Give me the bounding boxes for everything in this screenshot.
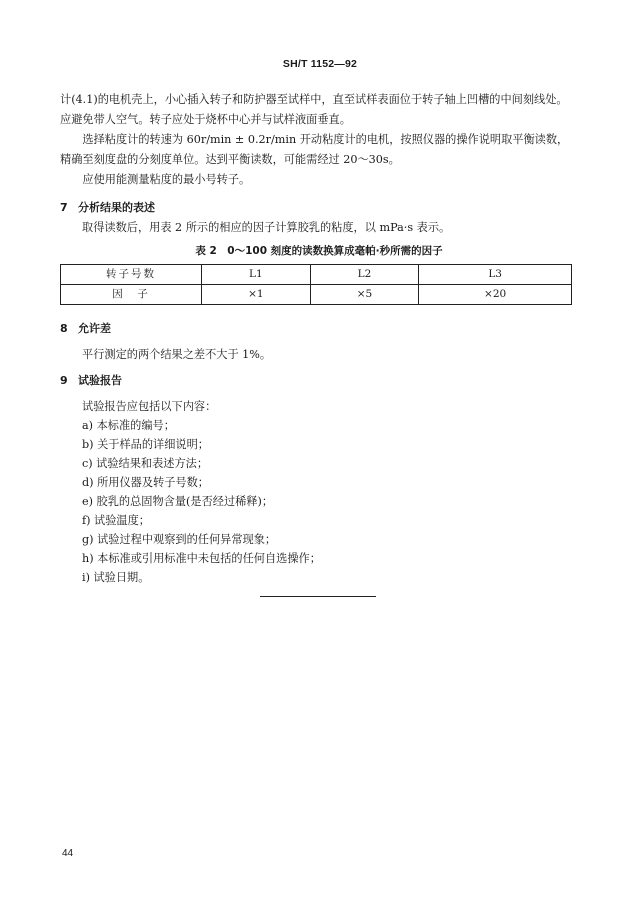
section-number: 9	[60, 374, 68, 387]
intro-paragraph-3: 应使用能测量粘度的最小号转子。	[82, 173, 251, 186]
table-caption: 表 2 0～100 刻度的读数换算成毫帕·秒所需的因子	[195, 245, 443, 257]
section-number: 7	[60, 201, 68, 214]
table-cell: 转子号数	[61, 265, 202, 285]
section-title: 分析结果的表述	[78, 201, 155, 214]
section-title: 试验报告	[78, 374, 122, 387]
list-item: f) 试验温度；	[82, 514, 150, 527]
section-7-text: 取得读数后，用表 2 所示的相应的因子计算胶乳的粘度，以 mPa·s 表示。	[82, 221, 451, 234]
table-cell: L3	[419, 265, 572, 285]
list-item: b) 关于样品的详细说明；	[82, 438, 209, 451]
factor-table	[60, 264, 572, 305]
end-rule	[260, 596, 376, 597]
table-row	[61, 285, 572, 305]
document-body	[60, 90, 578, 587]
list-item: g) 试验过程中观察到的任何异常现象；	[82, 533, 277, 546]
list-item: h) 本标准或引用标准中未包括的任何自选操作；	[82, 552, 321, 565]
list-item: d) 所用仪器及转子号数；	[82, 476, 209, 489]
section-8-text: 平行测定的两个结果之差不大于 1%。	[82, 348, 272, 361]
page-header: SH/T 1152—92	[282, 58, 358, 70]
section-8-heading	[60, 319, 578, 339]
list-item: c) 试验结果和表述方法；	[82, 457, 209, 470]
table-row	[61, 265, 572, 285]
page-number: 44	[62, 848, 74, 859]
section-7-heading	[60, 198, 578, 218]
table-cell: ×1	[202, 285, 311, 305]
intro-paragraph-2: 选择粘度计的转速为 60r/min ± 0.2r/min 开动粘度计的电机，按照仪器的操作说明取平衡读数，精确至刻度盘的分刻度单位。达到平衡读数，可能需经过 20～30s。	[60, 133, 569, 166]
section-title: 允许差	[78, 322, 111, 335]
list-item: a) 本标准的编号；	[82, 419, 175, 432]
list-item: e) 胶乳的总固物含量(是否经过稀释)；	[82, 495, 274, 508]
list-item: i) 试验日期。	[82, 571, 150, 584]
list-intro: 试验报告应包括以下内容：	[82, 400, 217, 413]
section-9-heading	[60, 371, 578, 391]
report-items-list	[60, 397, 578, 587]
table-cell: L1	[202, 265, 311, 285]
table-cell: ×5	[310, 285, 419, 305]
section-number: 8	[60, 322, 68, 335]
table-cell: 因 子	[61, 285, 202, 305]
table-cell: ×20	[419, 285, 572, 305]
intro-paragraph-1: 计(4.1)的电机壳上，小心插入转子和防护器至试样中，直至试样表面位于转子轴上凹槽的中间刻线处。应避免带人空气。转子应处于烧杯中心并与试样液面垂直。	[60, 93, 568, 126]
table-cell: L2	[310, 265, 419, 285]
